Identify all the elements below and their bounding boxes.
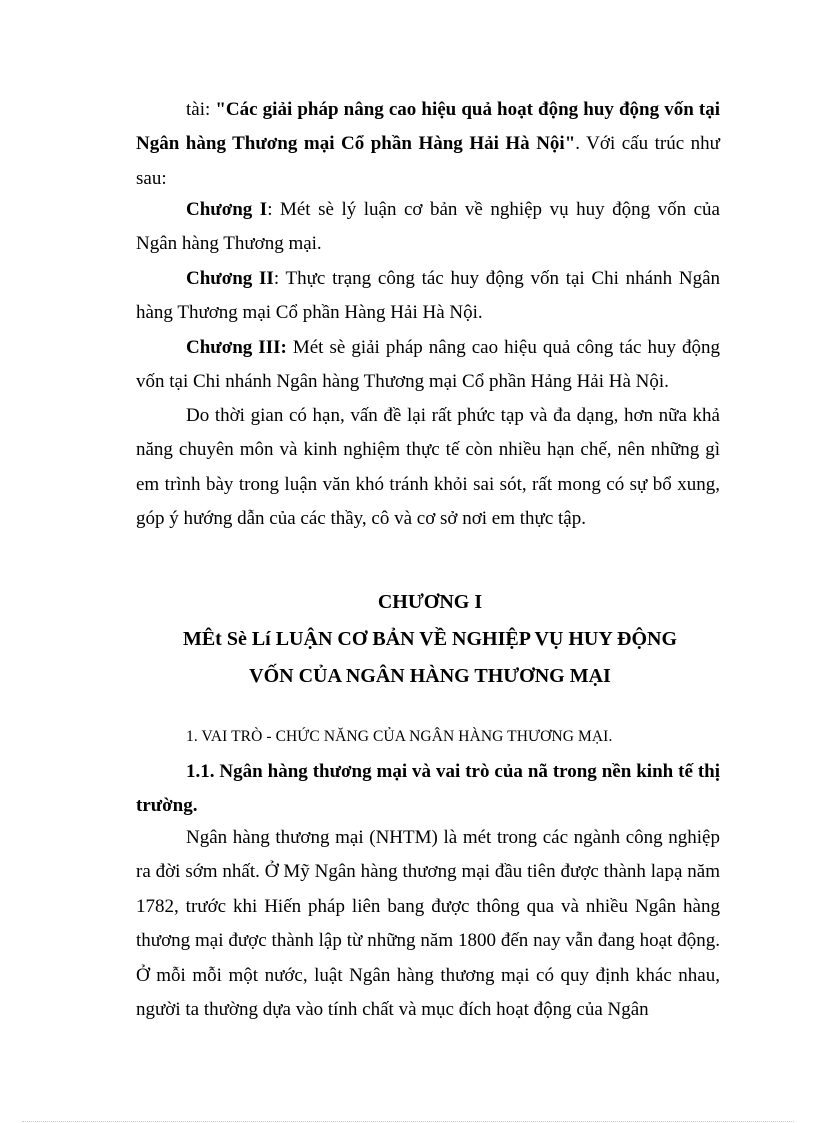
chapter-1-summary [136,193,720,262]
chapter-1-label: Chương I [186,199,268,220]
section-heading: 1. VAI TRÒ - CHỨC NĂNG CỦA NGÂN HÀNG THƯƠNG MẠI. [186,728,613,745]
chapter-title-line-2: VỐN CỦA NGÂN HÀNG THƯƠNG MẠI [249,665,611,687]
chapter-2-label: Chương II [186,268,274,289]
intro-paragraph [136,93,720,196]
intro-prefix: tài: [186,99,216,120]
chapter-title-line-1: MÊt Sè Lí LUẬN CƠ BẢN VỀ NGHIỆP VỤ HUY ĐỘNG [182,628,678,650]
chapter-number: CHƯƠNG I [377,591,483,613]
chapter-2-text: : Thực trạng công tác huy động vốn tại Chi nhánh Ngân hàng Thương mại Cổ phần Hàng Hải Hà Nội. [136,268,720,324]
chapter-3-summary [136,331,720,400]
thesis-title: "Các giải pháp nâng cao hiệu quả hoạt động huy động vốn tại Ngân hàng Thương mại Cổ phần Hàng Hải Hà Nội" [136,99,720,155]
chapter-3-label: Chương III: [186,337,287,358]
chapter-1-text: : Mét sè lý luận cơ bản về nghiệp vụ huy động vốn của Ngân hàng Thương mại. [136,199,720,255]
chapter-3-text: Mét sè giải pháp nâng cao hiệu quả công tác huy động vốn tại Chi nhánh Ngân hàng Thương mại Cổ phần Hảng Hải Hà Nội. [136,337,720,393]
page-bottom-border [22,1121,794,1122]
intro-suffix: . Với cấu trúc như sau: [136,133,720,189]
body-paragraph: Ngân hàng thương mại (NHTM) là mét trong các ngành công nghiệp ra đời sớm nhất. Ở Mỹ Ngân hàng thương mại đầu tiên được thành lapạ năm 1782, trước khi Hiến pháp liên bang được thông qua và nhiều Ngân hàng thương mại được thành lập từ những năm 1800 đến nay vẫn đang hoạt động. Ở mỗi mỗi một nước, luật Ngân hàng thương mại có quy định khác nhau, người ta thường dựa vào tính chất và mục đích hoạt động của Ngân [136,827,720,1021]
closing-paragraph: Do thời gian có hạn, vấn đề lại rất phức tạp và đa dạng, hơn nữa khả năng chuyên môn và kinh nghiệm thực tế còn nhiều hạn chế, nên những gì em trình bày trong luận văn khó tránh khỏi sai sót, rất mong có sự bổ xung, góp ý hướng dẫn của các thầy, cô và cơ sở nơi em thực tập. [136,405,720,530]
chapter-2-summary [136,262,720,331]
subsection-heading: 1.1. Ngân hàng thương mại và vai trò của nã trong nền kinh tế thị trường. [136,761,720,817]
